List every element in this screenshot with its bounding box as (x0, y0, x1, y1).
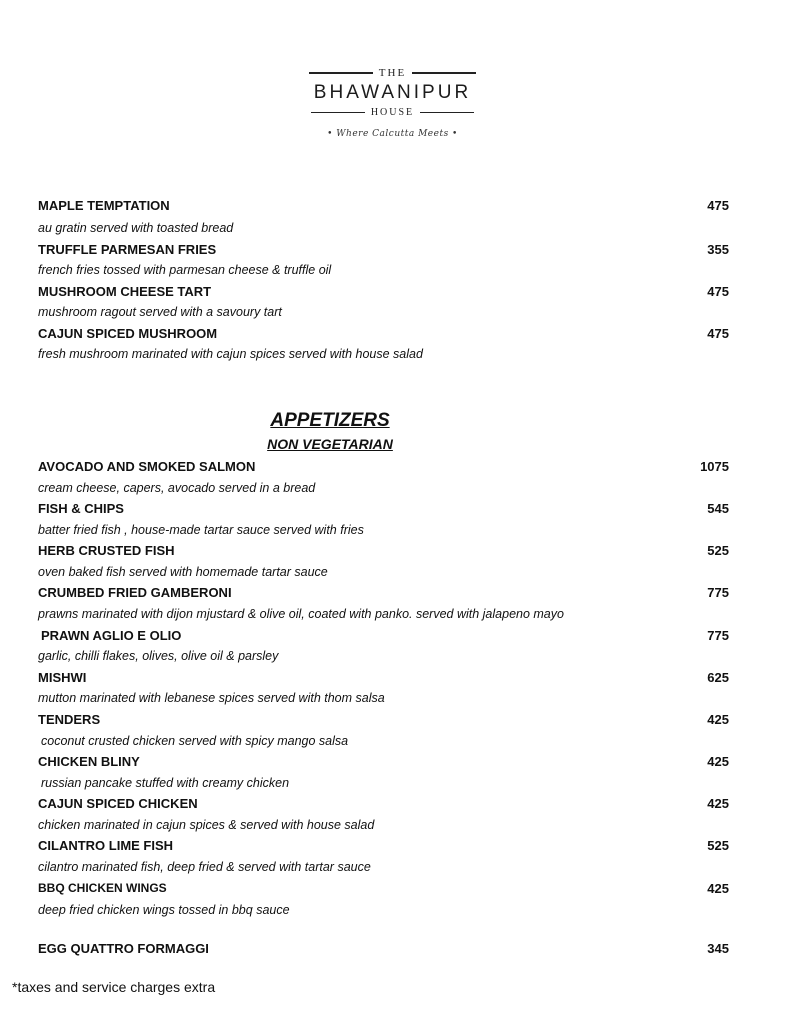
menu-item-description: mutton marinated with lebanese spices served with thom salsa (38, 691, 385, 705)
logo-divider-line (420, 112, 474, 113)
menu-item-price: 625 (707, 670, 729, 685)
menu-item-name: HERB CRUSTED FISH (38, 543, 175, 558)
menu-item-price: 475 (707, 198, 729, 213)
menu-item-name: CRUMBED FRIED GAMBERONI (38, 585, 232, 600)
menu-item-price: 775 (707, 585, 729, 600)
logo-bottom-row (0, 105, 785, 119)
restaurant-logo (0, 66, 785, 139)
menu-item-description: coconut crusted chicken served with spicy mango salsa (41, 734, 349, 748)
menu-item-name: BBQ CHICKEN WINGS (38, 881, 167, 895)
menu-item-price: 1075 (700, 459, 729, 474)
menu-item-price: 475 (707, 326, 729, 341)
menu-item-name: TENDERS (38, 712, 101, 727)
menu-item-price: 525 (707, 543, 729, 558)
menu-item-price: 425 (707, 754, 729, 769)
menu-item-description: batter fried fish , house-made tartar sauce served with fries (38, 523, 364, 537)
menu-item-name: CAJUN SPICED MUSHROOM (38, 326, 218, 341)
menu-item-price: 425 (707, 712, 729, 727)
section-subtitle: NON VEGETARIAN (267, 436, 393, 452)
menu-item-name: MAPLE TEMPTATION (38, 198, 170, 213)
section-title: APPETIZERS (270, 410, 390, 431)
logo-divider-line (309, 72, 373, 74)
menu-item-description: deep fried chicken wings tossed in bbq sauce (38, 903, 290, 917)
menu-item-description: russian pancake stuffed with creamy chicken (41, 776, 290, 790)
menu-item-name: AVOCADO AND SMOKED SALMON (38, 459, 256, 474)
menu-item-description: mushroom ragout served with a savoury tart (38, 305, 282, 319)
menu-item-price: 775 (707, 628, 729, 643)
menu-item-description: chicken marinated in cajun spices & served with house salad (38, 818, 375, 832)
menu-item-description: cream cheese, capers, avocado served in a bread (38, 481, 316, 495)
menu-item-name: MISHWI (38, 670, 87, 685)
menu-item-name: MUSHROOM CHEESE TART (38, 284, 212, 299)
logo-divider-line (311, 112, 365, 113)
menu-item-price: 355 (707, 242, 729, 257)
footnote: *taxes and service charges extra (12, 979, 216, 995)
logo-divider-line (412, 72, 476, 74)
logo-house-text: HOUSE (370, 106, 415, 118)
menu-item-name: CHICKEN BLINY (38, 754, 140, 769)
menu-item-name: FISH & CHIPS (38, 501, 124, 516)
menu-item-description: garlic, chilli flakes, olives, olive oil & parsley (38, 649, 279, 663)
menu-item-description: fresh mushroom marinated with cajun spices served with house salad (38, 347, 423, 361)
menu-item-price: 475 (707, 284, 729, 299)
menu-item-price: 545 (707, 501, 729, 516)
menu-item-price: 345 (707, 941, 729, 956)
logo-name-text: BHAWANIPUR (313, 82, 472, 103)
menu-item-description: prawns marinated with dijon mjustard & olive oil, coated with panko. served with jalapeno mayo (38, 607, 564, 621)
logo-the-text: THE (378, 67, 407, 79)
logo-top-row (0, 66, 785, 80)
menu-item-name: PRAWN AGLIO E OLIO (41, 628, 182, 643)
menu-item-description: au gratin served with toasted bread (38, 221, 234, 235)
menu-item-price: 425 (707, 796, 729, 811)
menu-item-name: TRUFFLE PARMESAN FRIES (38, 242, 217, 257)
menu-item-description: french fries tossed with parmesan cheese & truffle oil (38, 263, 332, 277)
menu-item-description: cilantro marinated fish, deep fried & served with tartar sauce (38, 860, 371, 874)
menu-item-price: 425 (707, 881, 729, 896)
menu-item-name: CAJUN SPICED CHICKEN (38, 796, 198, 811)
menu-item-name: EGG QUATTRO FORMAGGI (38, 941, 209, 956)
menu-item-description: oven baked fish served with homemade tartar sauce (38, 565, 328, 579)
logo-tagline: • Where Calcutta Meets • (327, 129, 458, 139)
menu-item-name: CILANTRO LIME FISH (38, 838, 174, 853)
menu-item-price: 525 (707, 838, 729, 853)
